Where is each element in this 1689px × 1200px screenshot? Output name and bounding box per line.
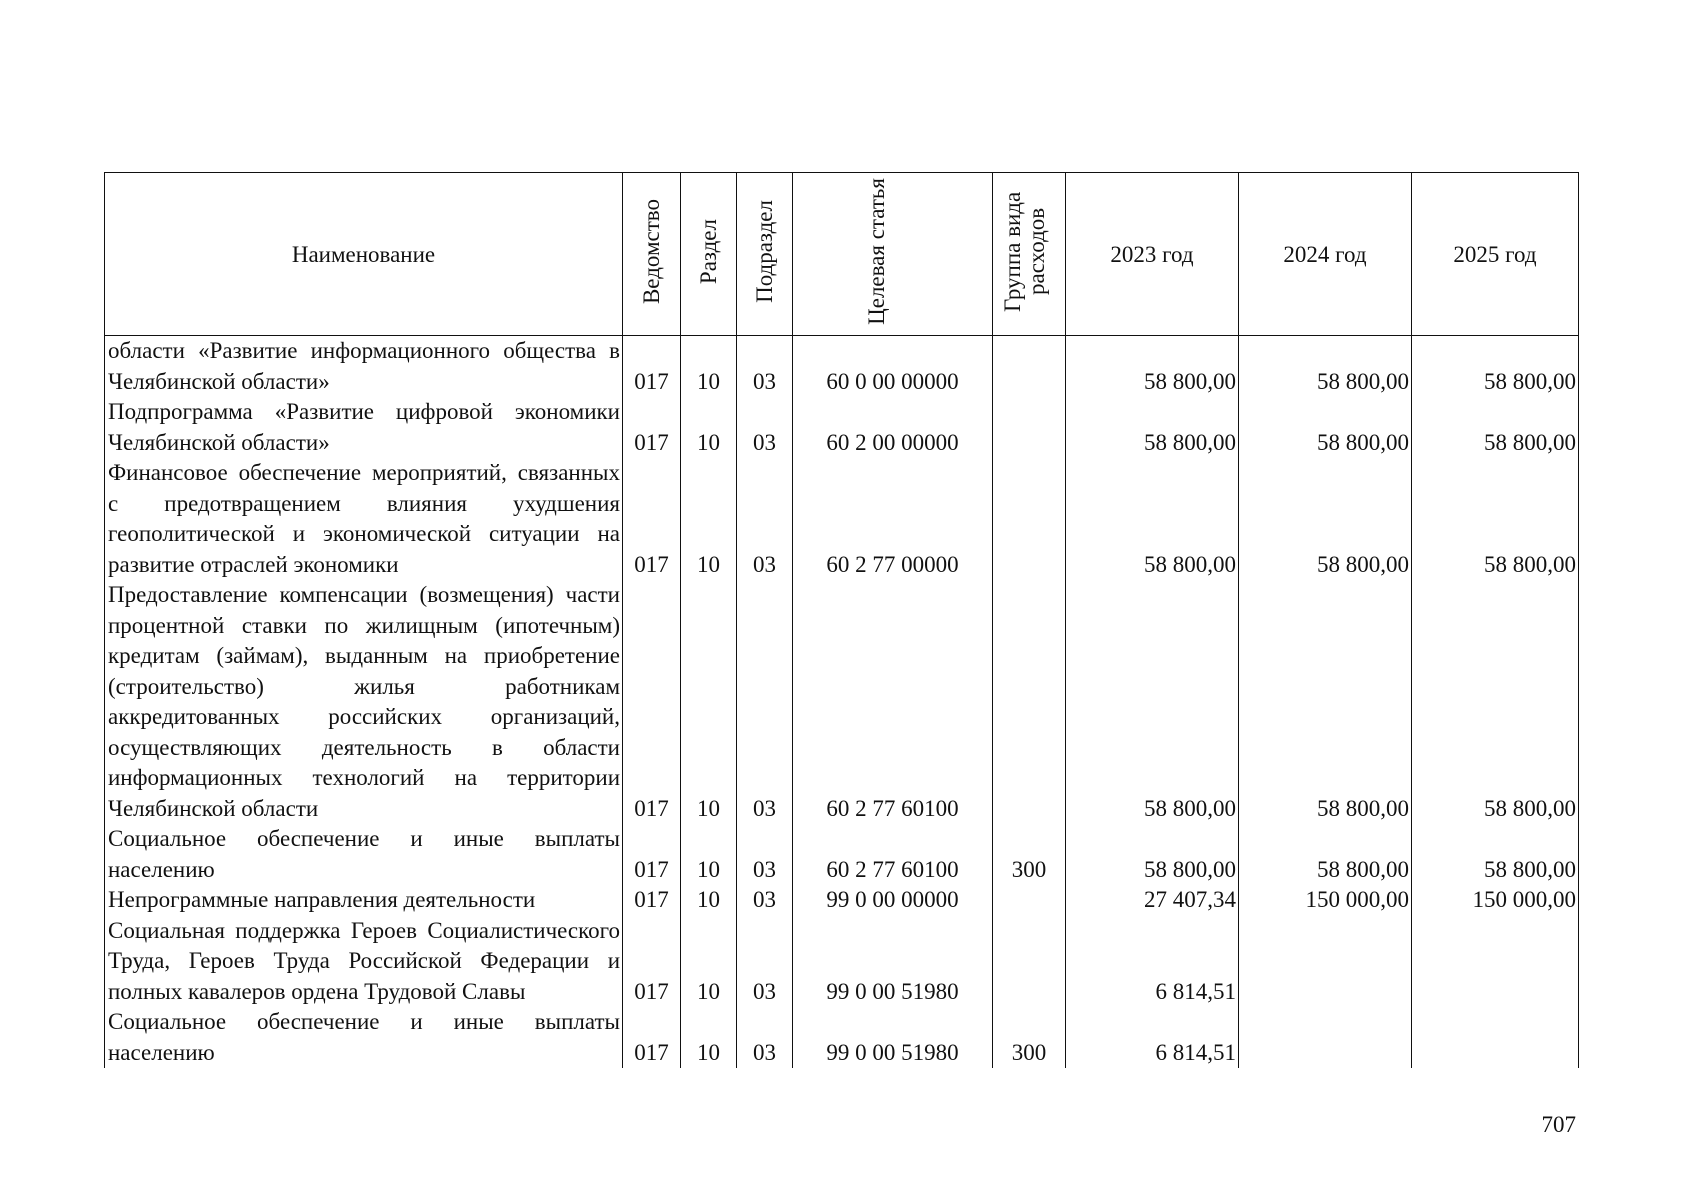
table-row	[105, 458, 1579, 580]
header-subsection: Подраздел	[737, 173, 793, 336]
cell-expense-group	[993, 580, 1066, 824]
cell-name: области «Развитие информационного общества в Челябинской области»	[105, 336, 623, 398]
cell-expense-group	[993, 885, 1066, 916]
header-name: Наименование	[105, 173, 623, 336]
cell-department: 017	[623, 580, 681, 824]
cell-target-item: 99 0 00 51980	[793, 916, 993, 1008]
cell-section: 10	[681, 824, 737, 885]
cell-expense-group: 300	[993, 824, 1066, 885]
cell-department: 017	[623, 824, 681, 885]
cell-section: 10	[681, 458, 737, 580]
cell-target-item: 60 2 77 60100	[793, 824, 993, 885]
cell-y2024: 58 800,00	[1239, 397, 1412, 458]
cell-section: 10	[681, 1007, 737, 1068]
cell-section: 10	[681, 885, 737, 916]
header-2023: 2023 год	[1066, 173, 1239, 336]
cell-target-item: 60 0 00 00000	[793, 336, 993, 398]
cell-y2023: 58 800,00	[1066, 397, 1239, 458]
cell-name: Непрограммные направления деятельности	[105, 885, 623, 916]
table-row	[105, 824, 1579, 885]
cell-y2024: 58 800,00	[1239, 824, 1412, 885]
cell-department: 017	[623, 397, 681, 458]
table-row	[105, 336, 1579, 398]
budget-table	[104, 172, 1579, 1068]
cell-department: 017	[623, 1007, 681, 1068]
cell-expense-group	[993, 336, 1066, 398]
header-section: Раздел	[681, 173, 737, 336]
table-body	[105, 336, 1579, 1069]
cell-subsection: 03	[737, 1007, 793, 1068]
cell-section: 10	[681, 580, 737, 824]
cell-y2024: 58 800,00	[1239, 336, 1412, 398]
cell-name: Предоставление компенсации (возмещения) части процентной ставки по жилищным (ипотечным) кредитам (займам), выданным на приобретение (строительство) жилья работникам аккредитованных российских организаций, осуществляющих деятельность в области информационных технологий на территории Челябинской области	[105, 580, 623, 824]
cell-target-item: 60 2 77 00000	[793, 458, 993, 580]
cell-y2025	[1412, 1007, 1579, 1068]
table-row	[105, 916, 1579, 1008]
cell-subsection: 03	[737, 336, 793, 398]
cell-y2024: 150 000,00	[1239, 885, 1412, 916]
cell-name: Социальная поддержка Героев Социалистического Труда, Героев Труда Российской Федерации и полных кавалеров ордена Трудовой Славы	[105, 916, 623, 1008]
cell-y2024: 58 800,00	[1239, 458, 1412, 580]
cell-target-item: 60 2 00 00000	[793, 397, 993, 458]
cell-y2025: 58 800,00	[1412, 580, 1579, 824]
cell-y2023: 58 800,00	[1066, 580, 1239, 824]
cell-y2024	[1239, 916, 1412, 1008]
cell-target-item: 99 0 00 00000	[793, 885, 993, 916]
cell-y2025: 150 000,00	[1412, 885, 1579, 916]
cell-y2023: 27 407,34	[1066, 885, 1239, 916]
cell-subsection: 03	[737, 580, 793, 824]
cell-department: 017	[623, 916, 681, 1008]
cell-subsection: 03	[737, 397, 793, 458]
cell-y2023: 6 814,51	[1066, 916, 1239, 1008]
cell-y2025: 58 800,00	[1412, 336, 1579, 398]
cell-expense-group	[993, 916, 1066, 1008]
cell-y2023: 6 814,51	[1066, 1007, 1239, 1068]
cell-section: 10	[681, 916, 737, 1008]
cell-y2024	[1239, 1007, 1412, 1068]
cell-y2025	[1412, 916, 1579, 1008]
header-2025: 2025 год	[1412, 173, 1579, 336]
cell-department: 017	[623, 885, 681, 916]
cell-subsection: 03	[737, 458, 793, 580]
cell-section: 10	[681, 397, 737, 458]
cell-name: Социальное обеспечение и иные выплаты населению	[105, 1007, 623, 1068]
cell-y2023: 58 800,00	[1066, 824, 1239, 885]
cell-expense-group	[993, 397, 1066, 458]
table-row	[105, 397, 1579, 458]
cell-expense-group: 300	[993, 1007, 1066, 1068]
cell-subsection: 03	[737, 885, 793, 916]
header-target-item: Целевая статья	[793, 173, 993, 336]
cell-y2025: 58 800,00	[1412, 397, 1579, 458]
cell-y2023: 58 800,00	[1066, 458, 1239, 580]
header-expense-group: Группа вида расходов	[993, 173, 1066, 336]
cell-expense-group	[993, 458, 1066, 580]
cell-section: 10	[681, 336, 737, 398]
cell-subsection: 03	[737, 916, 793, 1008]
header-2024: 2024 год	[1239, 173, 1412, 336]
cell-name: Финансовое обеспечение мероприятий, связанных с предотвращением влияния ухудшения геополитической и экономической ситуации на развитие отраслей экономики	[105, 458, 623, 580]
page-number: 707	[1541, 1112, 1576, 1137]
cell-name: Подпрограмма «Развитие цифровой экономики Челябинской области»	[105, 397, 623, 458]
cell-department: 017	[623, 336, 681, 398]
cell-name: Социальное обеспечение и иные выплаты населению	[105, 824, 623, 885]
table-row	[105, 1007, 1579, 1068]
cell-target-item: 99 0 00 51980	[793, 1007, 993, 1068]
table-row	[105, 580, 1579, 824]
cell-y2025: 58 800,00	[1412, 458, 1579, 580]
cell-y2023: 58 800,00	[1066, 336, 1239, 398]
cell-department: 017	[623, 458, 681, 580]
cell-target-item: 60 2 77 60100	[793, 580, 993, 824]
header-department: Ведомство	[623, 173, 681, 336]
cell-subsection: 03	[737, 824, 793, 885]
cell-y2024: 58 800,00	[1239, 580, 1412, 824]
header-row	[105, 173, 1579, 336]
cell-y2025: 58 800,00	[1412, 824, 1579, 885]
table-row	[105, 885, 1579, 916]
